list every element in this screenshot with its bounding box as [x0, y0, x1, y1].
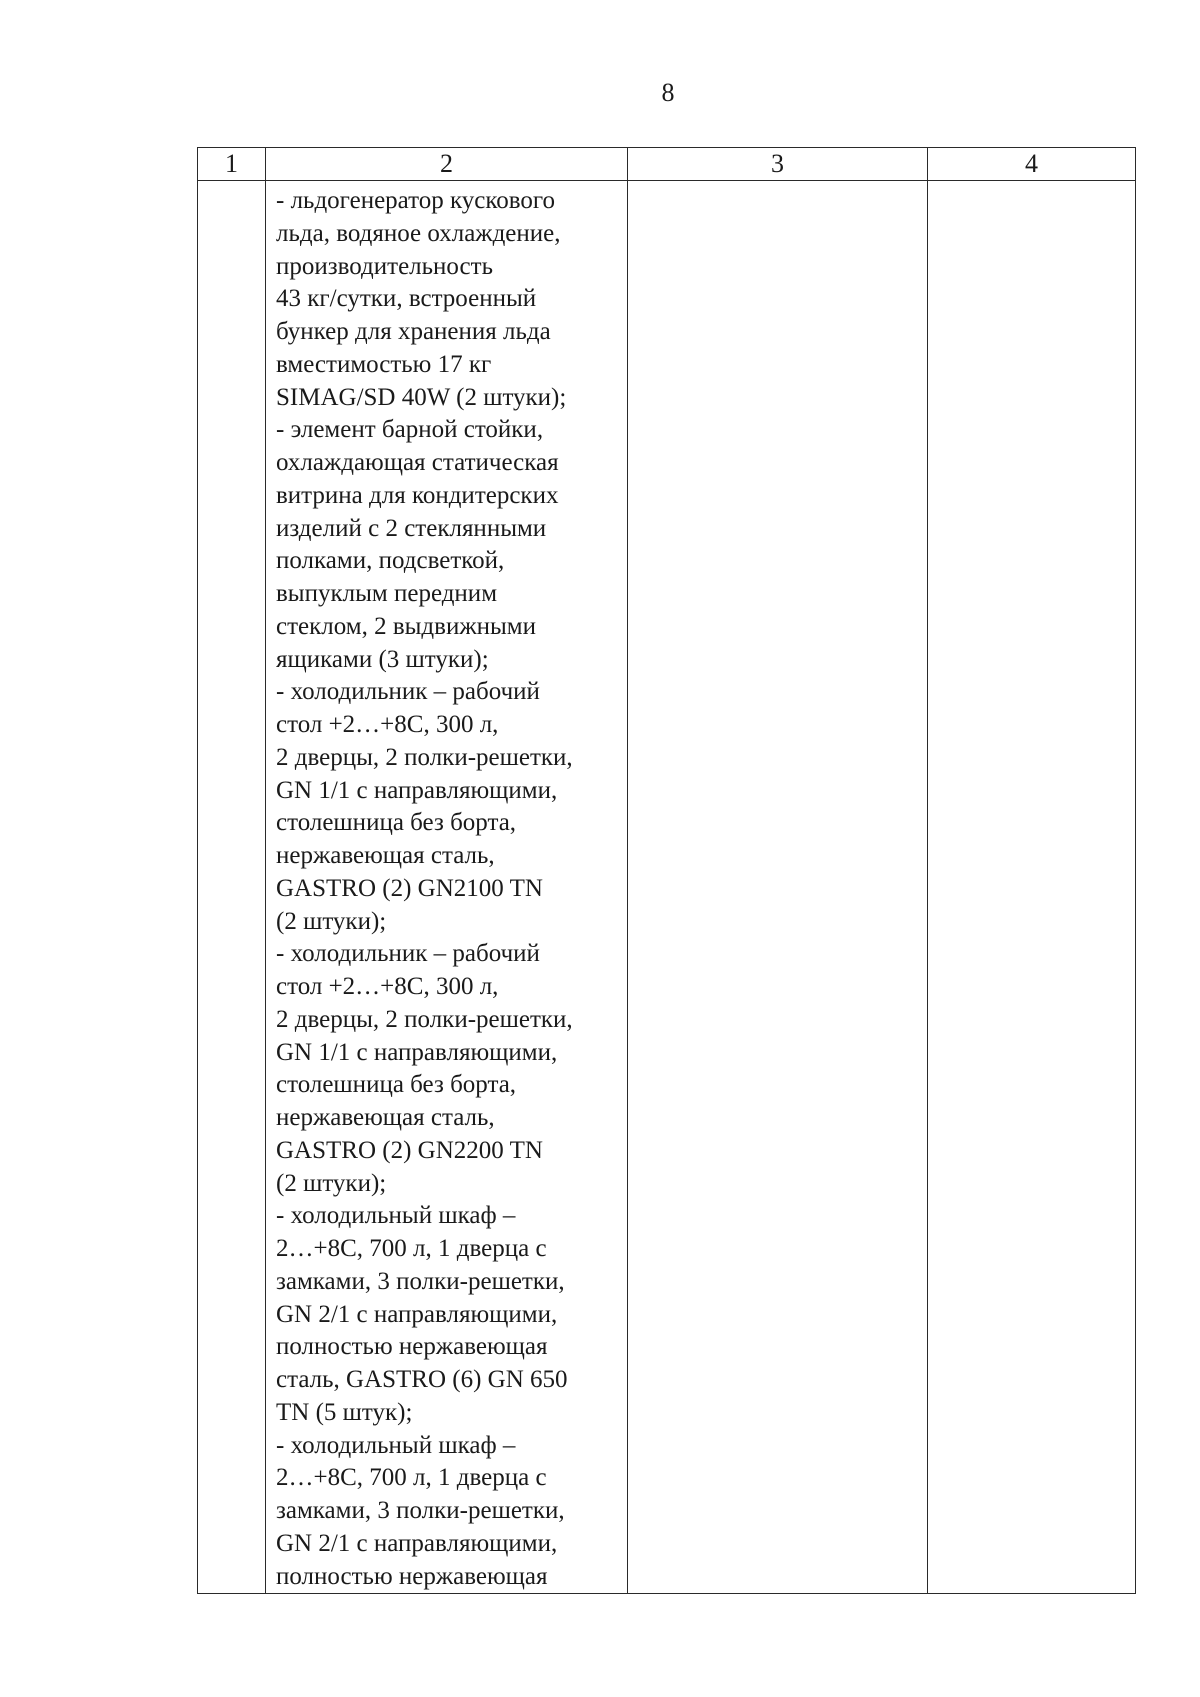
description-line: 2 дверцы, 2 полки-решетки,: [276, 1005, 573, 1033]
cell-column-2: [266, 181, 628, 1594]
description-line: - холодильник – рабочий: [276, 940, 540, 968]
description-line: полностью нержавеющая: [276, 1562, 548, 1590]
equipment-table: [197, 147, 1136, 1594]
description-line: столешница без борта,: [276, 1071, 517, 1099]
description-line: 2…+8С, 700 л, 1 дверца с: [276, 1464, 547, 1492]
description-line: льда, водяное охлаждение,: [276, 219, 561, 247]
description-line: замками, 3 полки-решетки,: [276, 1497, 565, 1524]
table-header-row: [198, 148, 1136, 181]
cell-column-1: [198, 181, 266, 1594]
description-line: столешница без борта,: [276, 809, 517, 837]
description-line: GN 2/1 с направляющими,: [276, 1529, 558, 1557]
description-line: GN 1/1 с направляющими,: [276, 776, 558, 804]
description-line: выпуклым передним: [276, 580, 498, 607]
cell-column-3: [628, 181, 928, 1594]
column-header-3: 3: [628, 148, 928, 181]
description-line: витрина для кондитерских: [276, 481, 559, 509]
description-line: полками, подсветкой,: [276, 547, 505, 575]
description-line: (2 штуки);: [276, 1169, 387, 1197]
description-line: 2 дверцы, 2 полки-решетки,: [276, 743, 573, 771]
description-line: нержавеющая сталь,: [276, 1104, 495, 1131]
description-line: SIMAG/SD 40W (2 штуки);: [276, 383, 567, 411]
description-line: стол +2…+8С, 300 л,: [276, 973, 499, 1000]
description-line: охлаждающая статическая: [276, 449, 559, 476]
equipment-description: [276, 185, 621, 1593]
column-header-1: 1: [198, 148, 266, 181]
description-line: - элемент барной стойки,: [276, 416, 544, 444]
page-number: 8: [661, 78, 675, 107]
description-line: производительность: [276, 252, 493, 280]
description-line: TN (5 штук);: [276, 1398, 413, 1426]
description-line: ящиками (3 штуки);: [276, 645, 489, 673]
description-line: - холодильник – рабочий: [276, 678, 540, 706]
description-line: вместимостью 17 кг: [276, 350, 492, 378]
description-line: полностью нержавеющая: [276, 1333, 548, 1361]
description-line: стеклом, 2 выдвижными: [276, 612, 536, 640]
description-line: замками, 3 полки-решетки,: [276, 1267, 565, 1295]
description-line: - холодильный шкаф –: [276, 1202, 516, 1230]
description-line: нержавеющая сталь,: [276, 842, 495, 869]
description-line: бункер для хранения льда: [276, 318, 551, 345]
column-header-4: 4: [928, 148, 1136, 181]
description-line: (2 штуки);: [276, 907, 387, 935]
description-line: GASTRO (2) GN2200 TN: [276, 1136, 543, 1164]
cell-column-4: [928, 181, 1136, 1594]
description-line: GN 2/1 с направляющими,: [276, 1300, 558, 1328]
description-line: 43 кг/сутки, встроенный: [276, 285, 537, 313]
description-line: GN 1/1 с направляющими,: [276, 1038, 558, 1066]
description-line: - льдогенератор кускового: [276, 187, 555, 214]
column-header-2: 2: [266, 148, 628, 181]
description-line: GASTRO (2) GN2100 TN: [276, 874, 543, 902]
table-row: [198, 181, 1136, 1594]
description-line: стол +2…+8С, 300 л,: [276, 711, 499, 738]
description-line: сталь, GASTRO (6) GN 650: [276, 1366, 568, 1393]
description-line: 2…+8С, 700 л, 1 дверца с: [276, 1235, 547, 1262]
description-line: изделий с 2 стеклянными: [276, 514, 547, 542]
description-line: - холодильный шкаф –: [276, 1431, 516, 1459]
